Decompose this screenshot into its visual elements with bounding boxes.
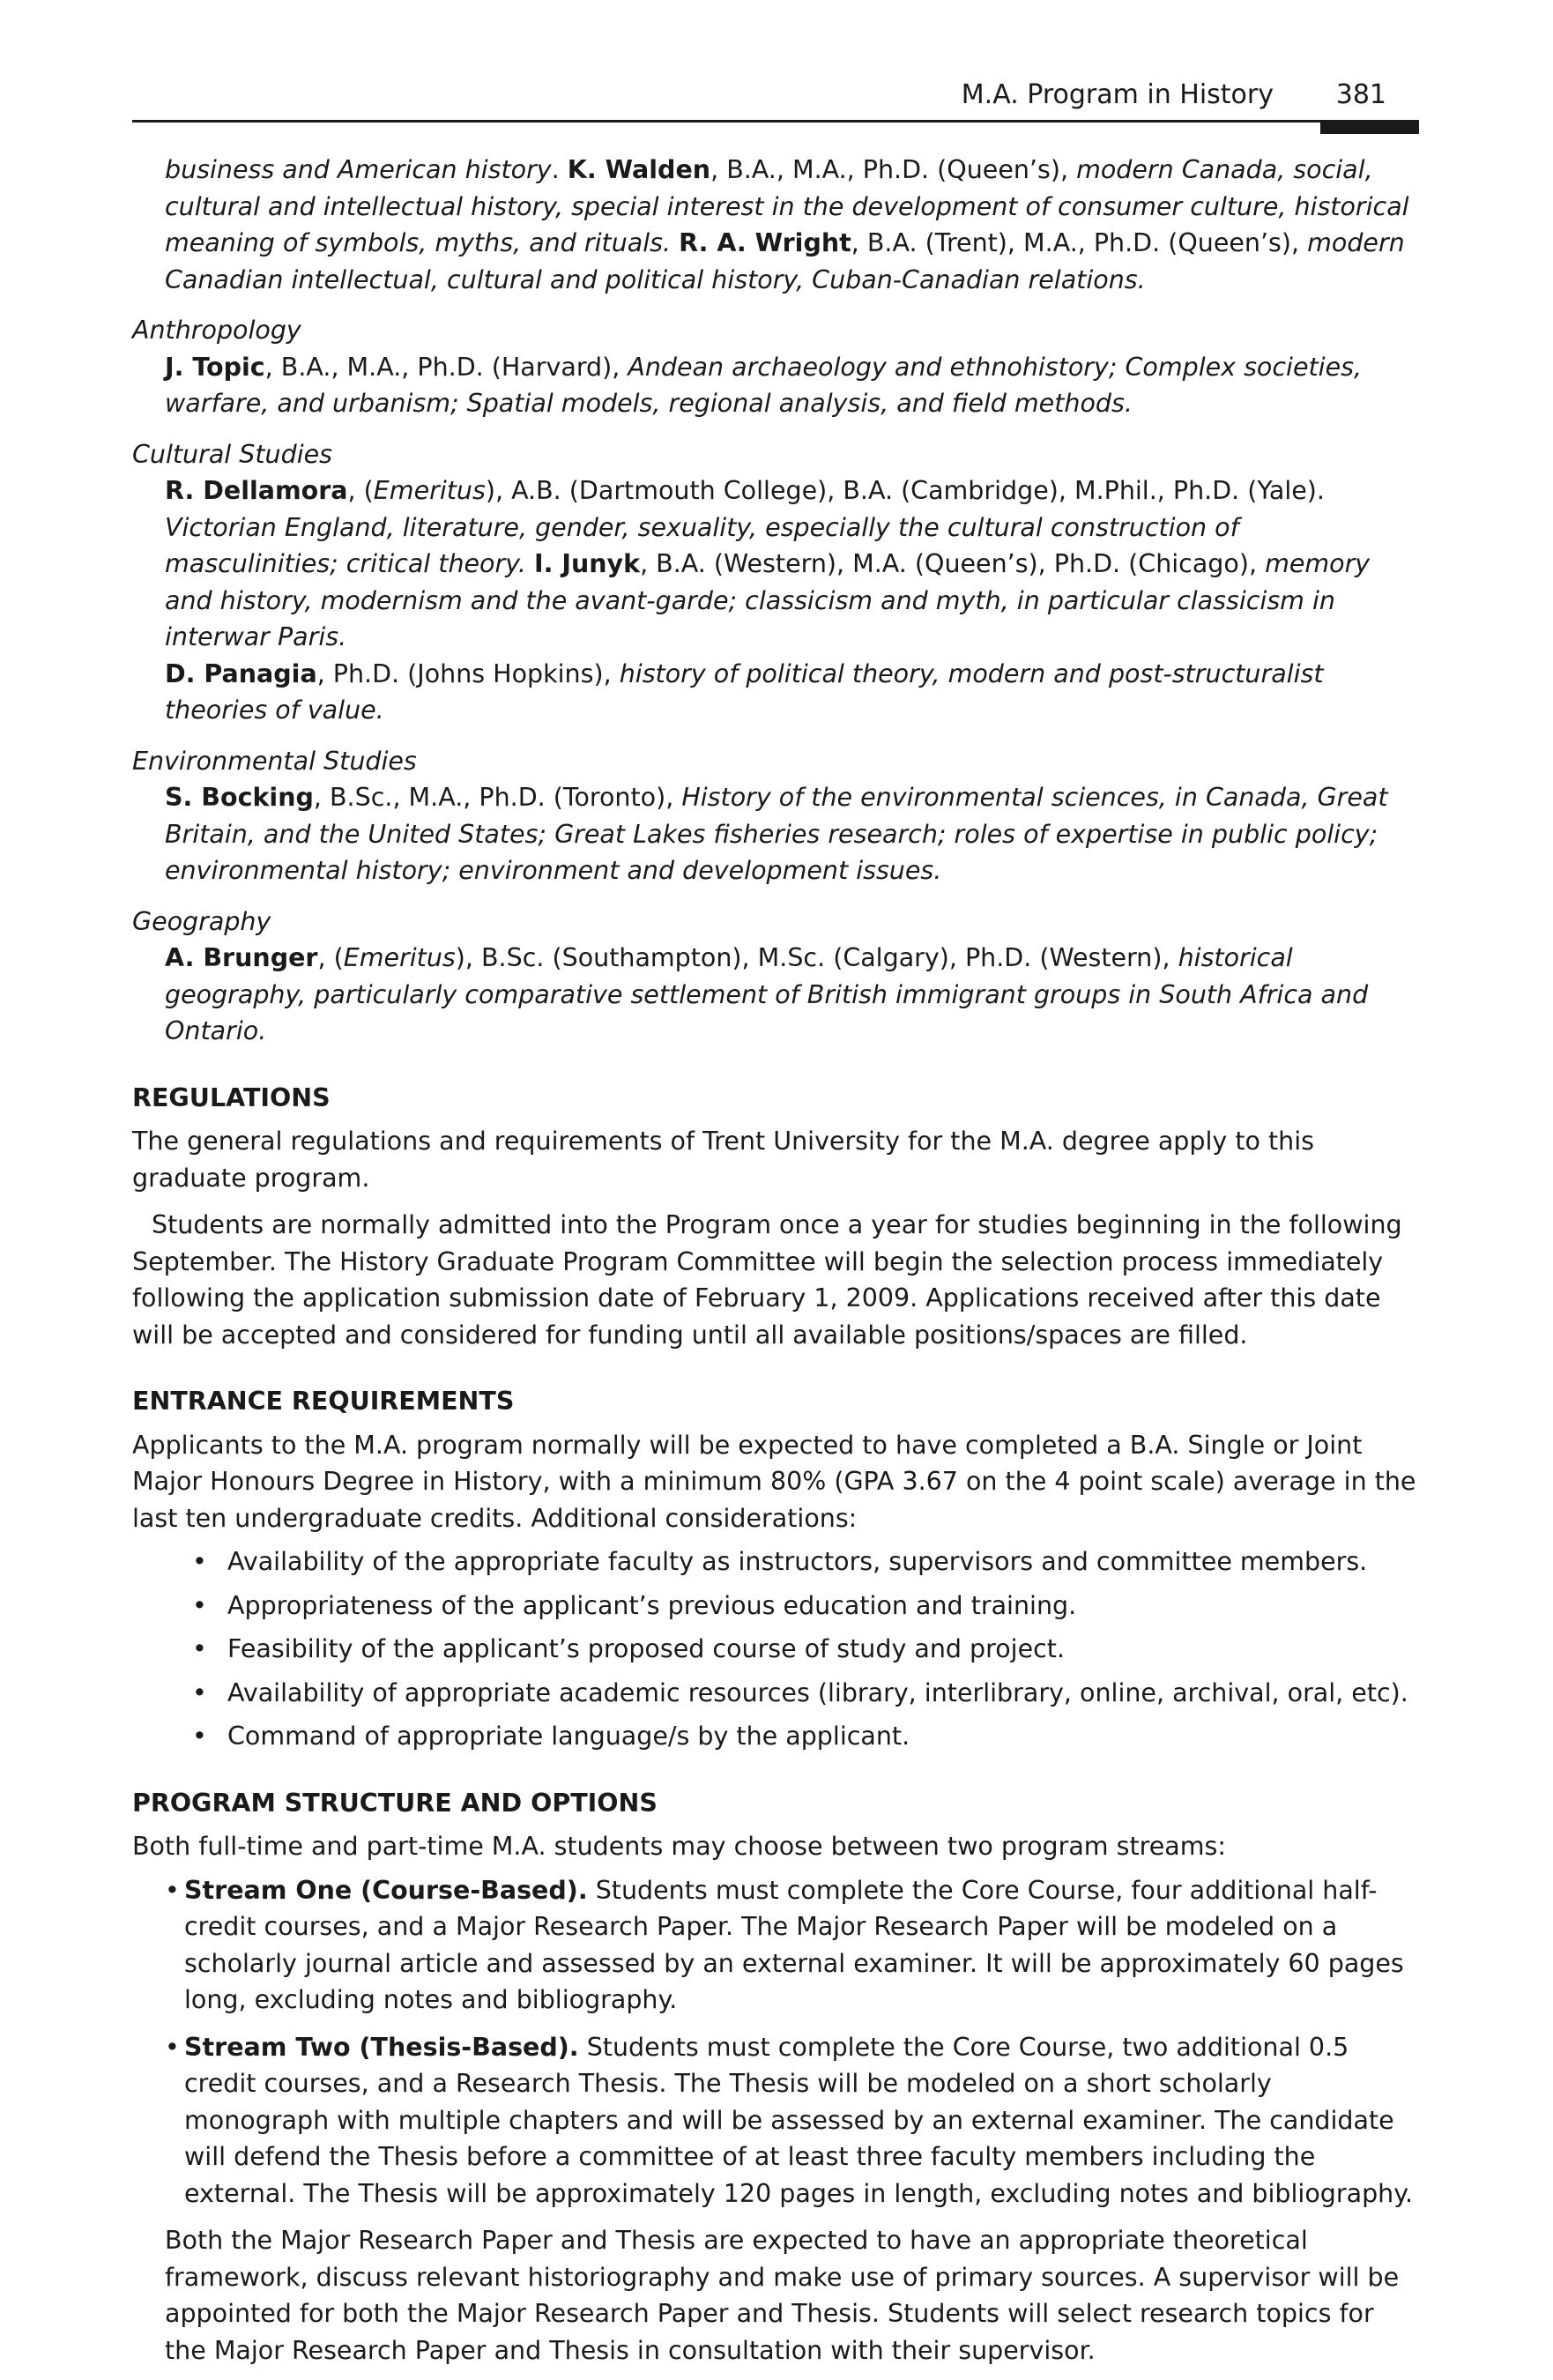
list-item: • Command of appropriate language/s by the applicant. [192, 1718, 1419, 1755]
faculty-name-brunger: A. Brunger [165, 943, 318, 972]
faculty-degrees-wright: , B.A. (Trent), M.A., Ph.D. (Queen’s), [851, 228, 1308, 257]
stream-item [165, 2029, 1419, 2213]
faculty-degrees-panagia: , Ph.D. (Johns Hopkins), [316, 658, 620, 688]
stream-description: Students must complete the Core Course, four additional half-credit courses, and a Major Research Paper. The Major Research Paper will be modeled on a scholarly journal article and assessed by an external examiner. It will be approximately 60 pages long, excluding notes and bibliography. [184, 1875, 1404, 2014]
faculty-emeritus-dellamora: Emeritus [373, 476, 486, 505]
faculty-name-bocking: S. Bocking [165, 783, 314, 812]
faculty-degrees-junyk: , B.A. (Western), M.A. (Queen’s), Ph.D. (Chicago), [640, 549, 1266, 578]
header-rule [132, 120, 1419, 123]
walden-prev-interest: business and American history [165, 155, 552, 184]
list-item: • Availability of the appropriate faculty as instructors, supervisors and committee members. [192, 1543, 1419, 1580]
list-item: • Feasibility of the applicant’s proposed course of study and project. [192, 1631, 1419, 1668]
running-header-title: M.A. Program in History [961, 79, 1274, 110]
faculty-entry-bocking [165, 779, 1419, 889]
faculty-interests-wright: modern Canadian intellectual, cultural and political history, Cuban-Canadian relations. [165, 228, 1405, 294]
stream-description: Students must complete the Core Course, two additional 0.5 credit courses, and a Research Thesis. The Thesis will be modeled on a short scholarly monograph with multiple chapters and will be assessed by an external examiner. The candidate will defend the Thesis before a committee of at least three faculty members including the external. The Thesis will be approximately 120 pages in length, excluding notes and bibliography. [184, 2032, 1414, 2208]
faculty-interests-dellamora: Victorian England, literature, gender, sexuality, especially the cultural construction of masculinities; critical theory. [165, 512, 1239, 578]
list-item: • Appropriateness of the applicant’s previous education and training. [192, 1588, 1419, 1625]
faculty-interests-brunger: historical geography, particularly comparative settlement of British immigrant groups in South Africa and Ontario. [165, 943, 1369, 1045]
stream-title: Stream Two (Thesis-Based). [184, 2032, 579, 2062]
faculty-entry-topic [165, 349, 1419, 422]
stream-item [165, 1872, 1419, 2019]
stream-title: Stream One (Course-Based). [184, 1875, 588, 1905]
faculty-name-dellamora: R. Dellamora [165, 476, 348, 505]
header-page-tab [1320, 120, 1419, 134]
faculty-interests-walden: modern Canada, social, cultural and intellectual history, special interest in the development of consumer culture, historical meaning of symbols, myths, and rituals. [165, 155, 1409, 257]
section-heading-regulations: REGULATIONS [132, 1082, 331, 1112]
regulations-paragraph-1: The general regulations and requirements of Trent University for the M.A. degree apply to this graduate program. [132, 1127, 1314, 1193]
faculty-name-topic: J. Topic [165, 352, 265, 382]
faculty-interests-bocking: History of the environmental sciences, in Canada, Great Britain, and the United States; Great Lakes fisheries research; roles of expertise in public policy; environmental history; environment and development issues. [165, 783, 1388, 885]
regulations-paragraph-2: Students are normally admitted into the Program once a year for studies beginning in the following September. The History Graduate Program Committee will begin the selection process immediately following the application submission date of February 1, 2009. Applications received after this date will be accepted and considered for funding until all available positions/spaces are filled. [132, 1210, 1402, 1350]
faculty-name-walden: K. Walden [567, 155, 711, 184]
faculty-entry-brunger: A. Brunger, (Emeritus), B.Sc. (Southampton), M.Sc. (Calgary), Ph.D. (Western), historical geography, particularly comparative settlement of British immigrant groups in South Africa and Ontario. [165, 943, 1369, 1045]
faculty-interests-topic: Andean archaeology and ethnohistory; Complex societies, warfare, and urbanism; Spatial models, regional analysis, and field methods. [165, 352, 1363, 418]
dept-heading-geography: Geography [132, 906, 271, 936]
faculty-entry-panagia [165, 656, 1419, 729]
faculty-name-wright: R. A. Wright [679, 228, 851, 257]
dept-heading-environmental-studies: Environmental Studies [132, 746, 417, 776]
faculty-interests-junyk: memory and history, modernism and the avant-garde; classicism and myth, in particular classicism in interwar Paris. [165, 549, 1371, 651]
page-number: 381 [1335, 79, 1386, 110]
entrance-considerations-list [192, 1543, 1419, 1755]
dept-heading-anthropology: Anthropology [132, 316, 301, 345]
faculty-entry-walden-wright: business and American history. K. Walden, B.A., M.A., Ph.D. (Queen’s), modern Canada, social, cultural and intellectual history, special interest in the development of consumer culture, historical meaning of symbols, myths, and rituals. R. A. Wright, B.A. (Trent), M.A., Ph.D. (Queen’s), modern Canadian intellectual, cultural and political history, Cuban-Canadian relations. [165, 155, 1409, 294]
document-page [132, 79, 1419, 2369]
dept-heading-cultural-studies: Cultural Studies [132, 439, 332, 469]
faculty-degrees-bocking: , B.Sc., M.A., Ph.D. (Toronto), [313, 783, 682, 812]
faculty-degrees-topic: , B.A., M.A., Ph.D. (Harvard), [264, 352, 628, 382]
faculty-name-junyk: I. Junyk [533, 549, 641, 578]
faculty-name-panagia: D. Panagia [165, 658, 317, 688]
list-item: • Availability of appropriate academic resources (library, interlibrary, online, archival, oral, etc). [192, 1675, 1419, 1712]
faculty-emeritus-brunger: Emeritus [343, 943, 456, 972]
program-structure-closing: Both the Major Research Paper and Thesis are expected to have an appropriate theoretical framework, discuss relevant historiography and make use of primary sources. A supervisor will be appointed for both the Major Research Paper and Thesis. Students will select research topics for the Major Research Paper and Thesis in consultation with their supervisor. [165, 2226, 1400, 2365]
program-streams-list [165, 1872, 1419, 2213]
faculty-entry-dellamora-junyk: R. Dellamora, (Emeritus), A.B. (Dartmouth College), B.A. (Cambridge), M.Phil., Ph.D. (Yale). Victorian England, literature, gender, sexuality, especially the cultural construction of masculinities; critical theory. I. Junyk, B.A. (Western), M.A. (Queen’s), Ph.D. (Chicago), memory and history, modernism and the avant-garde; classicism and myth, in particular classicism in interwar Paris. [165, 476, 1371, 651]
section-heading-entrance: ENTRANCE REQUIREMENTS [132, 1387, 515, 1416]
running-header [132, 79, 1419, 132]
faculty-degrees-dellamora: ), A.B. (Dartmouth College), B.A. (Cambridge), M.Phil., Ph.D. (Yale). [485, 476, 1325, 505]
section-heading-program-structure: PROGRAM STRUCTURE AND OPTIONS [132, 1788, 658, 1818]
faculty-interests-panagia: history of political theory, modern and post-structuralist theories of value. [165, 658, 1324, 725]
page-content [132, 152, 1419, 2369]
faculty-degrees-brunger: ), B.Sc. (Southampton), M.Sc. (Calgary), Ph.D. (Western), [455, 943, 1178, 972]
program-structure-intro: Both full-time and part-time M.A. students may choose between two program streams: [132, 1832, 1226, 1861]
faculty-degrees-walden: , B.A., M.A., Ph.D. (Queen’s), [710, 155, 1077, 184]
entrance-intro: Applicants to the M.A. program normally will be expected to have completed a B.A. Single or Joint Major Honours Degree in History, with a minimum 80% (GPA 3.67 on the 4 point scale) average in the last ten undergraduate credits. Additional considerations: [132, 1430, 1416, 1533]
